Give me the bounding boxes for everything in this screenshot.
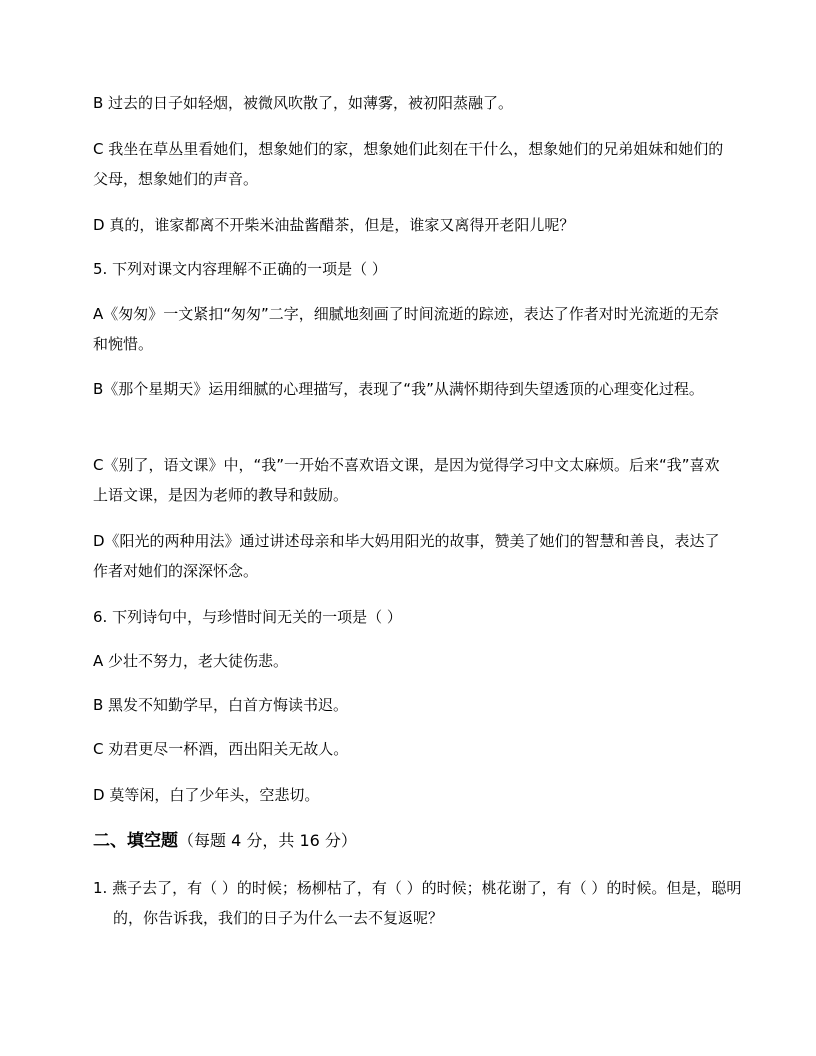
q4-option-d: D 真的，谁家都离不开柴米油盐酱醋茶，但是，谁家又离得开老阳儿呢？ — [93, 216, 575, 234]
q6-option-c: C 劝君更尽一杯酒，西出阳关无故人。 — [93, 740, 349, 758]
q5-option-b: B《那个星期天》运用细腻的心理描写，表现了“我”从满怀期待到失望透顶的心理变化过程。 — [93, 380, 704, 398]
q6-option-d: D 莫等闲，白了少年头，空悲切。 — [93, 786, 320, 804]
q5-option-a: A《匆匆》一文紧扣“匆匆”二字，细腻地刻画了时间流逝的踪迹，表达了作者对时光流逝的无奈和惋惜。 — [93, 305, 719, 353]
q5-stem: 5. 下列对课文内容理解不正确的一项是（ ） — [93, 260, 387, 278]
q6-option-b: B 黑发不知勤学早，白首方悔读书迟。 — [93, 696, 349, 714]
q4-option-b: B 过去的日子如轻烟，被微风吹散了，如薄雾，被初阳蒸融了。 — [93, 94, 514, 112]
q5-option-c: C《别了，语文课》中，“我”一开始不喜欢语文课，是因为觉得学习中文太麻烦。后来“我”喜欢上语文课，是因为老师的教导和鼓励。 — [93, 456, 720, 504]
q5-option-d: D《阳光的两种用法》通过讲述母亲和毕大妈用阳光的故事，赞美了她们的智慧和善良，表达了作者对她们的深深怀念。 — [93, 532, 720, 580]
section-title: 二、填空题 — [93, 831, 178, 851]
q6-stem: 6. 下列诗句中，与珍惜时间无关的一项是（ ） — [93, 608, 402, 626]
q6-option-a: A 少壮不努力，老大徒伤悲。 — [93, 652, 289, 670]
section-heading — [93, 826, 729, 856]
q4-option-c: C 我坐在草丛里看她们，想象她们的家，想象她们此刻在干什么，想象她们的兄弟姐妹和她们的父母，想象她们的声音。 — [93, 140, 724, 188]
section-note: （每题 4 分，共 16 分） — [178, 831, 357, 850]
fill-question-1: 1. 燕子去了，有（ ）的时候；杨柳枯了，有（ ）的时候；桃花谢了，有（ ）的时候。但是，聪明的，你告诉我，我们的日子为什么一去不复返呢？ — [93, 879, 742, 927]
